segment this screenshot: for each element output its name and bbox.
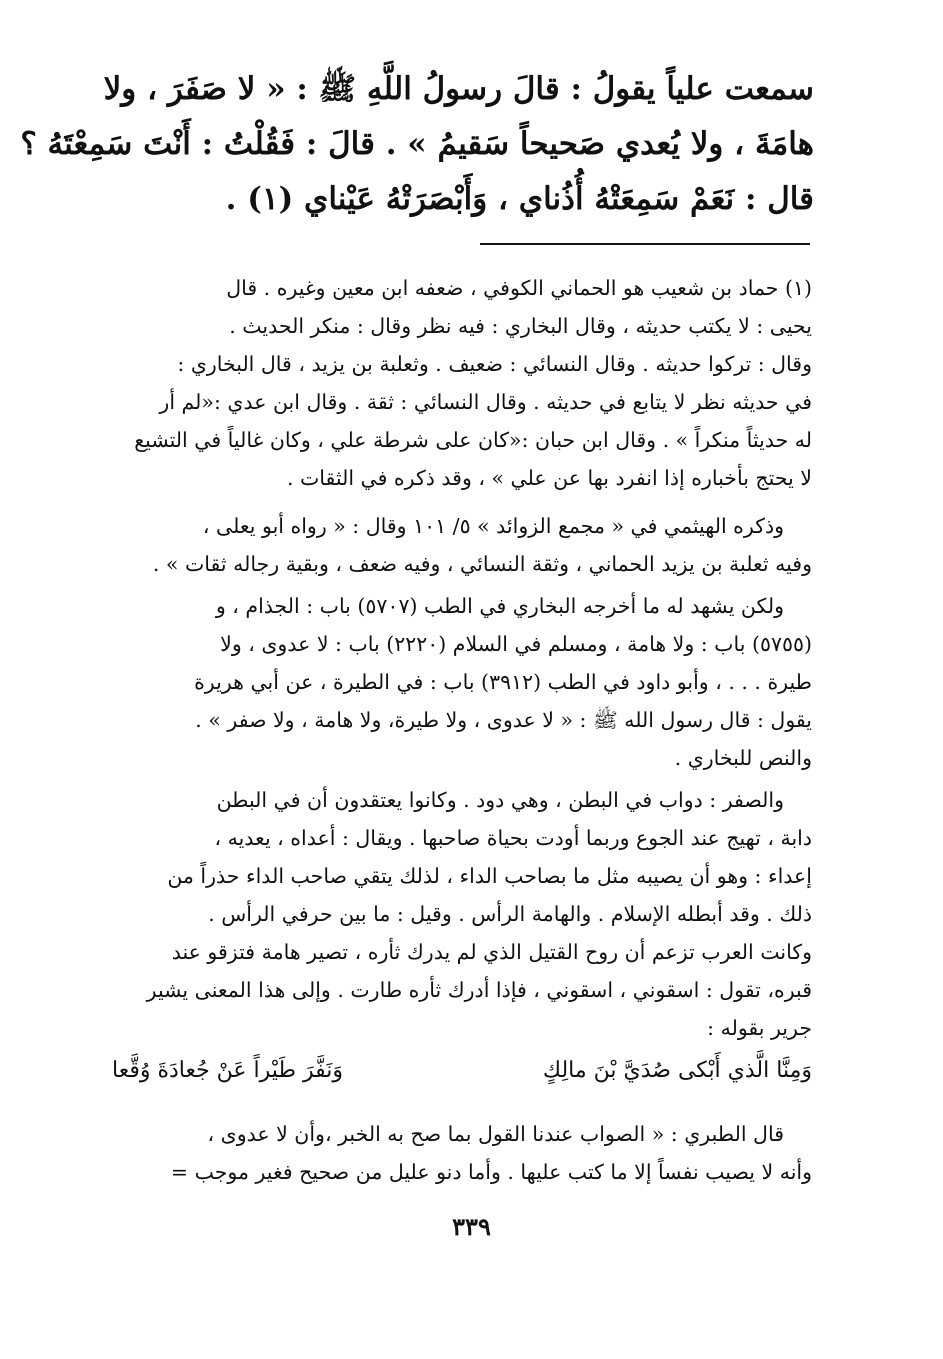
poem-hemistich-second: وَنَفَّرَ طَيْراً عَنْ جُعادَةَ وُقَّعا (112, 1058, 343, 1083)
footnote-line: ذلك . وقد أبطله الإسلام . والهامة الرأس . وقيل : ما بين حرفي الرأس . (208, 902, 812, 926)
footnote-line: وأنه لا يصيب نفساً إلا ما كتب عليها . وأما دنو عليل من صحيح فغير موجب = (170, 1160, 812, 1184)
footnote-separator (480, 243, 810, 245)
footnote-line: لا يحتج بأخباره إذا انفرد بها عن علي » ، وقد ذكره في الثقات . (286, 466, 812, 490)
poem-verse (112, 1058, 812, 1102)
footnote-line: وكانت العرب تزعم أن روح القتيل الذي لم يدرك ثأره ، تصير هامة فتزقو عند (171, 940, 812, 964)
main-text-line: قال : نَعَمْ سَمِعَتْهُ أُذُناي ، وَأَبْصَرَتْهُ عَيْناي (١) . (225, 181, 814, 217)
footnote-line: يقول : قال رسول الله ﷺ : « لا عدوى ، ولا طيرة، ولا هامة ، ولا صفر » . (195, 708, 812, 732)
footnote-line: والصفر : دواب في البطن ، وهي دود . وكانوا يعتقدون أن في البطن (216, 788, 784, 812)
footnote-line: ولكن يشهد له ما أخرجه البخاري في الطب (٥٧٠٧) باب : الجذام ، و (215, 594, 784, 618)
footnote-line: إعداء : وهو أن يصيبه مثل ما بصاحب الداء ، لذلك يتقي صاحب الداء حذراً من (167, 864, 812, 888)
poem-hemistich-first: وَمِنَّا الَّذي أَبْكى صُدَيَّ بْنَ مالِكٍ (542, 1058, 812, 1083)
footnote-line: جرير بقوله : (707, 1016, 812, 1040)
page-number: ٣٣٩ (452, 1212, 491, 1241)
footnote-line: (٥٧٥٥) باب : ولا هامة ، ومسلم في السلام (٢٢٢٠) باب : لا عدوى ، ولا (220, 632, 812, 656)
footnote-line: له حديثاً منكراً » . وقال ابن حبان :«كان على شرطة علي ، وكان غالياً في التشيع (134, 428, 812, 452)
footnote-line: قال الطبري : « الصواب عندنا القول بما صح به الخبر ،وأن لا عدوى ، (207, 1122, 784, 1146)
footnote-line: (١) حماد بن شعيب هو الحماني الكوفي ، ضعفه ابن معين وغيره . قال (226, 276, 812, 300)
footnote-line: دابة ، تهيج عند الجوع وربما أودت بحياة صاحبها . ويقال : أعداه ، يعديه ، (214, 826, 812, 850)
footnote-line: وذكره الهيثمي في « مجمع الزوائد » ٥/ ١٠١ وقال : « رواه أبو يعلى ، (202, 514, 784, 538)
footnote-line: قبره، تقول : اسقوني ، اسقوني ، فإذا أدرك ثأره طارت . وإلى هذا المعنى يشير (146, 978, 812, 1002)
main-text-line: سمعت علياً يقولُ : قالَ رسولُ اللَّهِ ﷺ : « لا صَفَرَ ، ولا (103, 71, 814, 107)
footnote-line: في حديثه نظر لا يتابع في حديثه . وقال النسائي : ثقة . وقال ابن عدي :«لم أر (159, 390, 812, 414)
footnote-line: وفيه ثعلبة بن يزيد الحماني ، وثقة النسائي ، وفيه ضعف ، وبقية رجاله ثقات » . (152, 552, 812, 576)
footnote-line: والنص للبخاري . (674, 746, 812, 770)
footnote-line: وقال : تركوا حديثه . وقال النسائي : ضعيف . وثعلبة بن يزيد ، قال البخاري : (177, 352, 812, 376)
main-text-line: هامَةَ ، ولا يُعدي صَحيحاً سَقيمُ » . قالَ : فَقُلْتُ : أَنْتَ سَمِعْتَهُ ؟ (20, 126, 814, 162)
footnote-line: يحيى : لا يكتب حديثه ، وقال البخاري : فيه نظر وقال : منكر الحديث . (229, 314, 812, 338)
footnote-line: طيرة . . . ، وأبو داود في الطب (٣٩١٢) باب : في الطيرة ، عن أبي هريرة (194, 670, 812, 694)
